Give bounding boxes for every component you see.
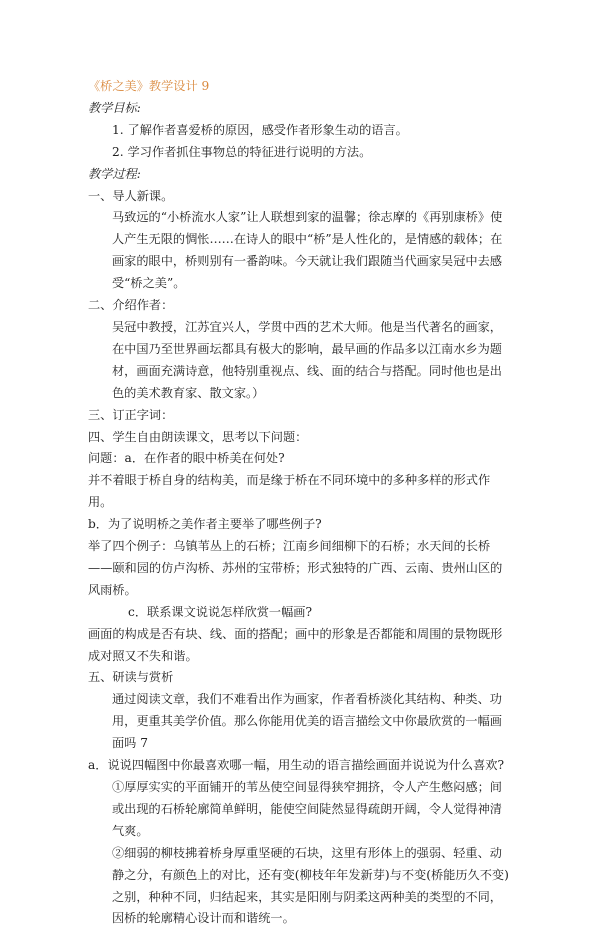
- document-body: [88, 76, 512, 930]
- question: 问题：a．在作者的眼中桥美在何处?: [88, 451, 285, 466]
- answer: 并不着眼于桥自身的结构美，而是缘于桥在不同环境中的多种多样的形式作用。: [88, 473, 491, 510]
- answer: 举了四个例子：乌镇苇丛上的石桥；江南乡间细柳下的石桥；水天间的长桥——颐和园的仿卢沟桥、苏州的宝带桥；形式独特的广西、云南、贵州山区的风雨桥。: [88, 539, 503, 597]
- question: c．联系课文说说怎样欣赏一幅画?: [128, 604, 312, 619]
- question: a．说说四幅图中你最喜欢哪一幅，用生动的语言描绘画面并说说为什么喜欢?: [88, 758, 504, 773]
- question: b．为了说明桥之美作者主要举了哪些例子?: [88, 517, 322, 532]
- section-paragraph: 吴冠中教授，江苏宜兴人，学贯中西的艺术大师。他是当代著名的画家，在中国乃至世界画坛都具有极大的影响，最早画的作品多以江南水乡为题材，画面充满诗意，他特别重视点、线、面的结合与搭配。同时他也是出色的美术教育家、散文家。）: [112, 319, 502, 400]
- section-heading: 五、研读与赏析: [88, 670, 174, 685]
- section-heading: 二、介绍作者：: [88, 298, 174, 313]
- process-heading: 教学过程:: [88, 166, 141, 181]
- objective-item: 1. 了解作者喜爱桥的原因，感受作者形象生动的语言。: [112, 122, 408, 137]
- section-paragraph: 通过阅读文章，我们不难看出作为画家，作者看桥淡化其结构、种类、功用，更重其美学价值。那么你能用优美的语言描绘文中你最欣赏的一幅画面吗 7: [112, 692, 502, 751]
- objectives-heading: 教学目标:: [88, 100, 141, 115]
- answer: 画面的构成是否有块、线、面的搭配；画中的形象是否都能和周围的景物既形成对照又不失和谐。: [88, 626, 503, 663]
- section-heading: 三、订正字词：: [88, 407, 174, 422]
- section-heading: 一、导人新课。: [88, 188, 174, 203]
- answer: ①厚厚实实的平面铺开的苇丛使空间显得狭窄拥挤，令人产生憋闷感；间或出现的石桥轮廓简单鲜明，能使空间陡然显得疏朗开阔，令人觉得神清气爽。: [112, 780, 502, 838]
- section-heading: 四、学生自由朗读课文，思考以下问题：: [88, 429, 308, 444]
- objective-item: 2. 学习作者抓住事物总的特征进行说明的方法。: [112, 144, 372, 159]
- document-title: 《桥之美》教学设计 9: [88, 79, 210, 93]
- section-paragraph: 马致远的“小桥流水人家”让人联想到家的温馨；徐志摩的《再别康桥》使人产生无限的惆怅……在诗人的眼中“桥”是人性化的，是情感的载体；在画家的眼中，桥则别有一番韵味。今天就让我们跟随当代画家吴冠中去感受“桥之美”。: [112, 210, 503, 291]
- answer: ②细弱的柳枝拂着桥身厚重坚硬的石块，这里有形体上的强弱、轻重、动静之分，有颜色上的对比，还有变(柳枝年年发新芽)与不变(桥能历久不变)之别，种种不同，归结起来，其实是阳刚与阴柔这两种美的类型的不同，因桥的轮廓精心设计而和谐统一。: [112, 845, 509, 926]
